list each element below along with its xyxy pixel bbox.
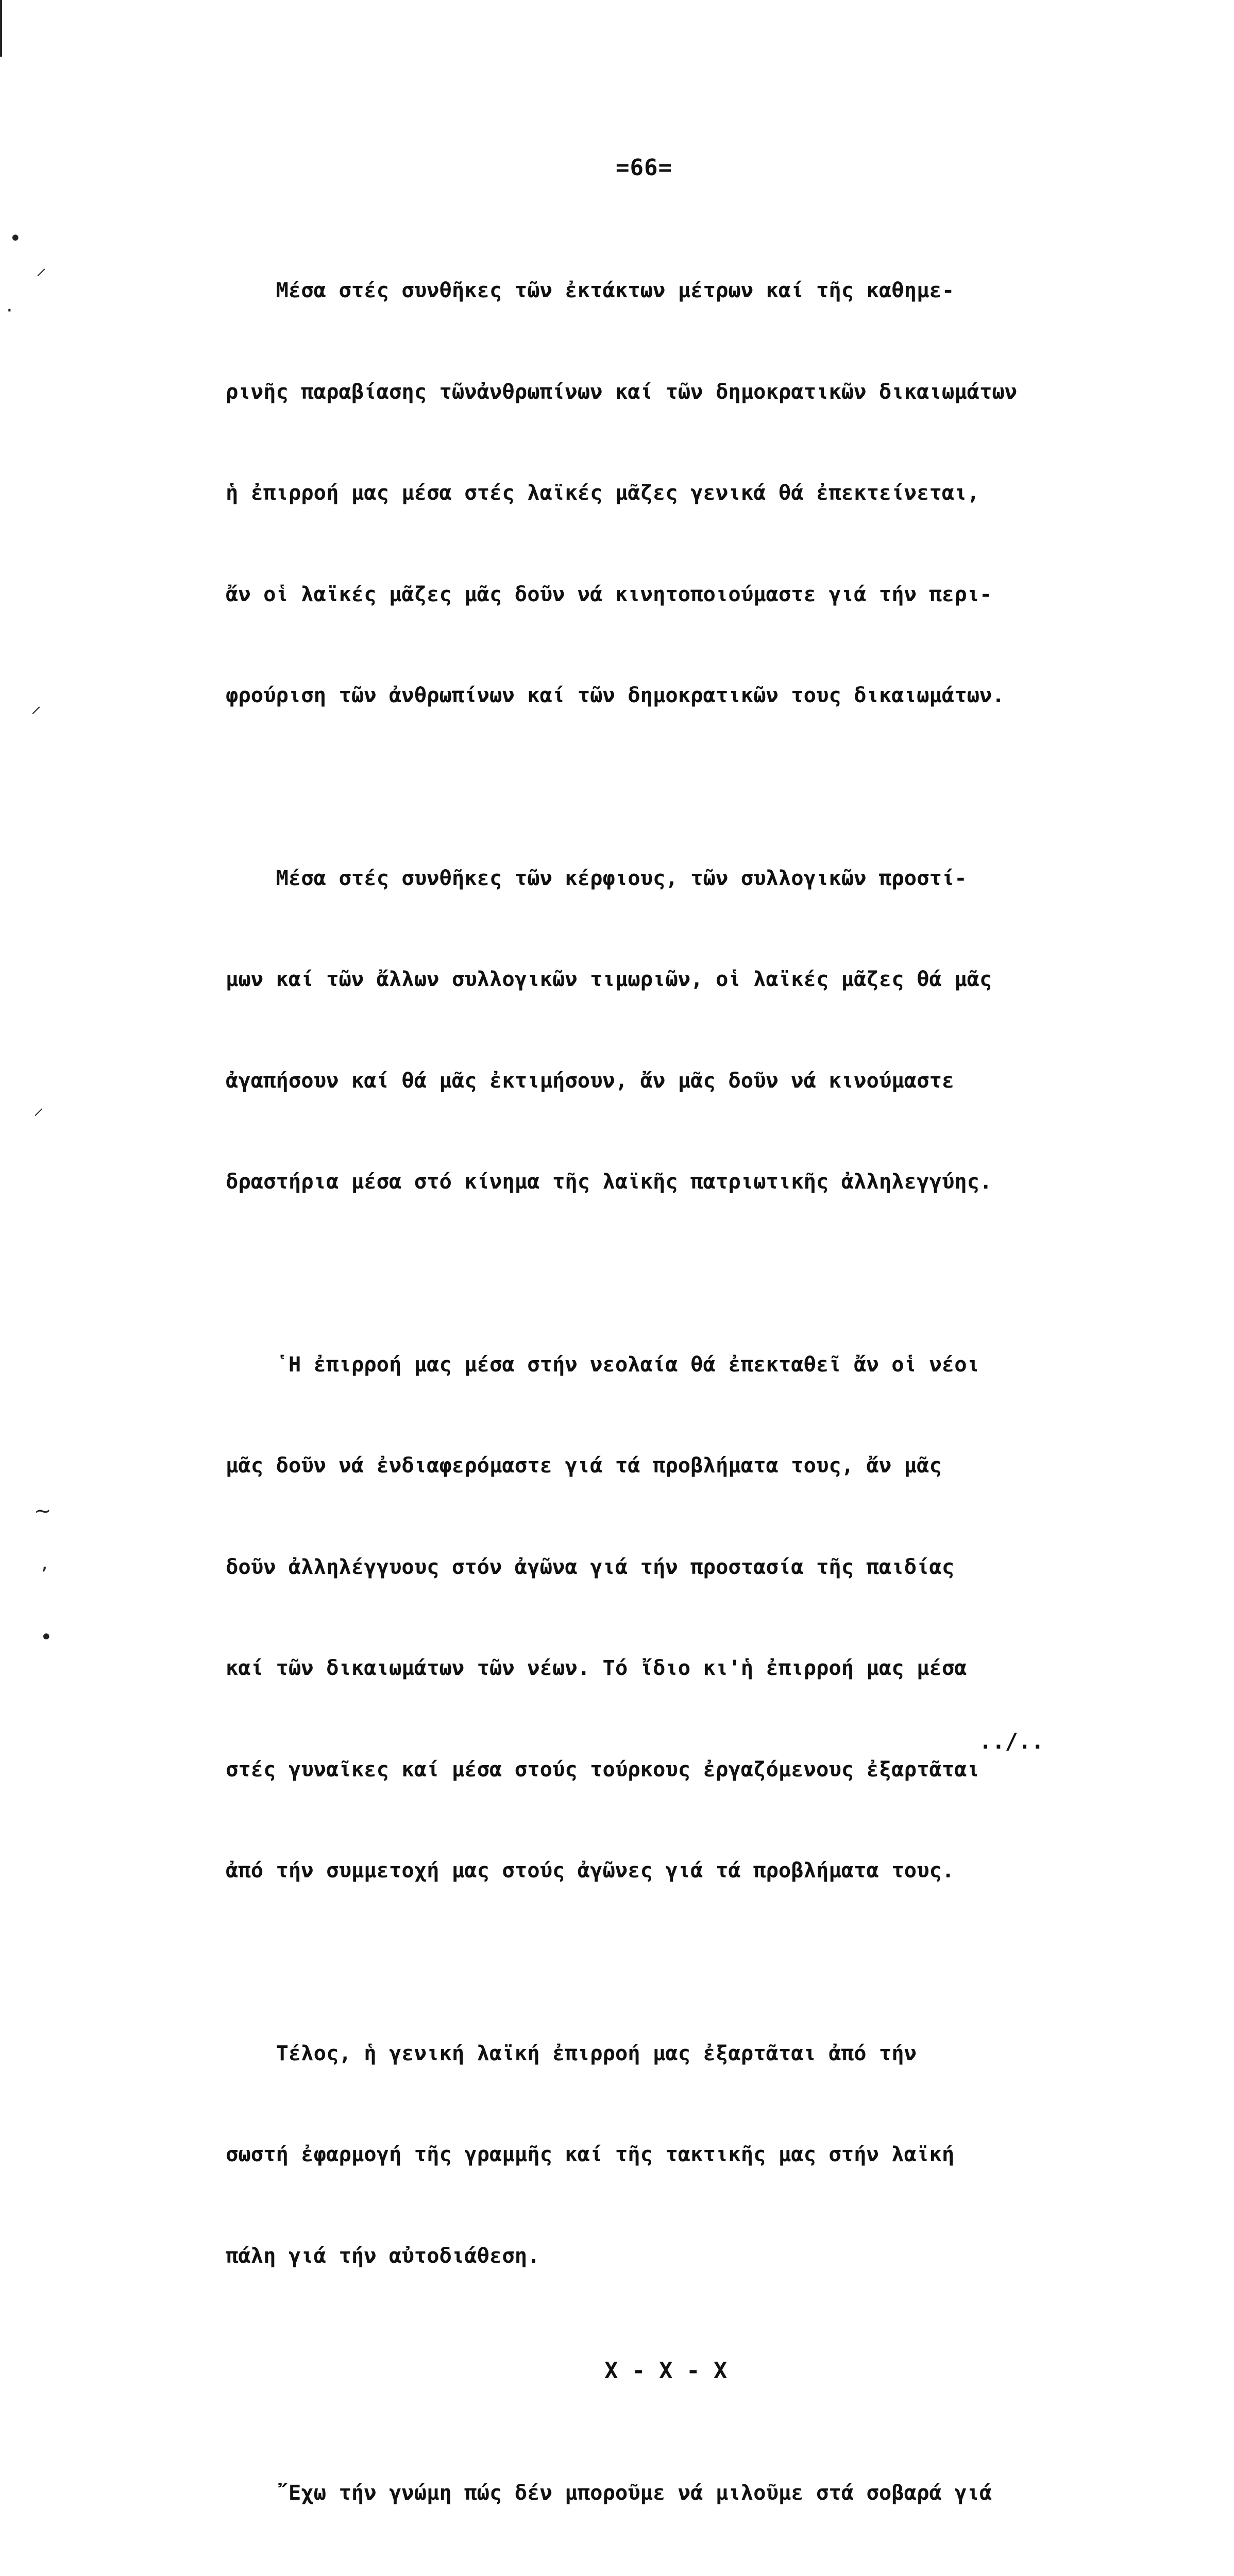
section-divider: X - X - X <box>226 2354 1230 2388</box>
text-line: ῾Η ἐπιρροή μας μέσα στήν νεολαία θά ἐπεκταθεῖ ἄν οἱ νέοι <box>226 1348 1230 1382</box>
margin-pen-mark: ⸝ <box>36 252 46 281</box>
text-line: Μέσα στές συνθῆκες τῶν ἐκτάκτων μέτρων καί τῆς καθημε- <box>226 274 1230 308</box>
text-line: σωστή ἐφαρμογή τῆς γραμμῆς καί τῆς τακτικῆς μας στήν λαϊκή <box>226 2138 1230 2172</box>
text-line: καί τῶν δικαιωμάτων τῶν νέων. Τό ἴδιο κι'ἡ ἐπιρροή μας μέσα <box>226 1651 1230 1685</box>
continuation-mark: ../.. <box>979 1728 1044 1754</box>
text-line: ἄν οἱ λαϊκές μᾶζες μᾶς δοῦν νά κινητοποιούμαστε γιά τήν περι- <box>226 578 1230 612</box>
text-line: δραστήρια μέσα στό κίνημα τῆς λαϊκῆς πατριωτικῆς ἀλληλεγγύης. <box>226 1165 1230 1199</box>
text-line: ἡ ἐπιρροή μας μέσα στές λαϊκές μᾶζες γενικά θά ἐπεκτείνεται, <box>226 476 1230 510</box>
paragraph <box>226 2409 1230 2576</box>
text-line: Τέλος, ἡ γενική λαϊκή ἐπιρροή μας ἐξαρτᾶται ἀπό τήν <box>226 2037 1230 2071</box>
text-line: στές γυναῖκες καί μέσα στούς τούρκους ἐργαζόμενους ἐξαρτᾶται <box>226 1753 1230 1787</box>
margin-dot-mark: · <box>6 299 13 323</box>
page-number: =66= <box>616 155 672 181</box>
margin-dot-mark: , <box>41 1551 48 1574</box>
text-line: μᾶς δοῦν νά ἐνδιαφερόμαστε γιά τά προβλήματα τους, ἄν μᾶς <box>226 1449 1230 1483</box>
text-line: δοῦν ἀλληλέγγυους στόν ἀγῶνα γιά τήν προστασία τῆς παιδίας <box>226 1550 1230 1584</box>
margin-pen-mark: ~ <box>34 1499 52 1523</box>
text-line: ἀπό τήν συμμετοχή μας στούς ἀγῶνες γιά τά προβλήματα τους. <box>226 1854 1230 1888</box>
text-line: Μέσα στές συνθῆκες τῶν κέρφιους, τῶν συλλογικῶν προστί- <box>226 861 1230 895</box>
paragraph <box>226 1280 1230 1955</box>
margin-pen-mark: ⸝ <box>31 690 41 719</box>
text-line: ῎Εχω τήν γνώμη πώς δέν μποροῦμε νά μιλοῦμε στά σοβαρά γιά <box>226 2476 1230 2510</box>
text-line: μων καί τῶν ἄλλων συλλογικῶν τιμωριῶν, οἱ λαϊκές μᾶζες θά μᾶς <box>226 962 1230 996</box>
text-line: φρούριση τῶν ἀνθρωπίνων καί τῶν δημοκρατικῶν τους δικαιωμάτων. <box>226 679 1230 713</box>
margin-pen-mark: ⸝ <box>33 1092 44 1121</box>
text-line: ἀγαπήσουν καί θά μᾶς ἐκτιμήσουν, ἄν μᾶς δοῦν νά κινούμαστε <box>226 1064 1230 1098</box>
text-line: πάλη γιά τήν αὐτοδιάθεση. <box>226 2239 1230 2273</box>
paragraph <box>226 1969 1230 2341</box>
paragraph <box>226 794 1230 1266</box>
margin-dot-mark: • <box>9 227 22 250</box>
paragraph <box>226 206 1230 780</box>
text-line: ρινῆς παραβίασης τῶνἀνθρωπίνων καί τῶν δημοκρατικῶν δικαιωμάτων <box>226 375 1230 409</box>
margin-dot-mark: • <box>40 1625 53 1649</box>
scan-edge-mark <box>0 0 2 57</box>
body-text <box>226 206 1230 2576</box>
